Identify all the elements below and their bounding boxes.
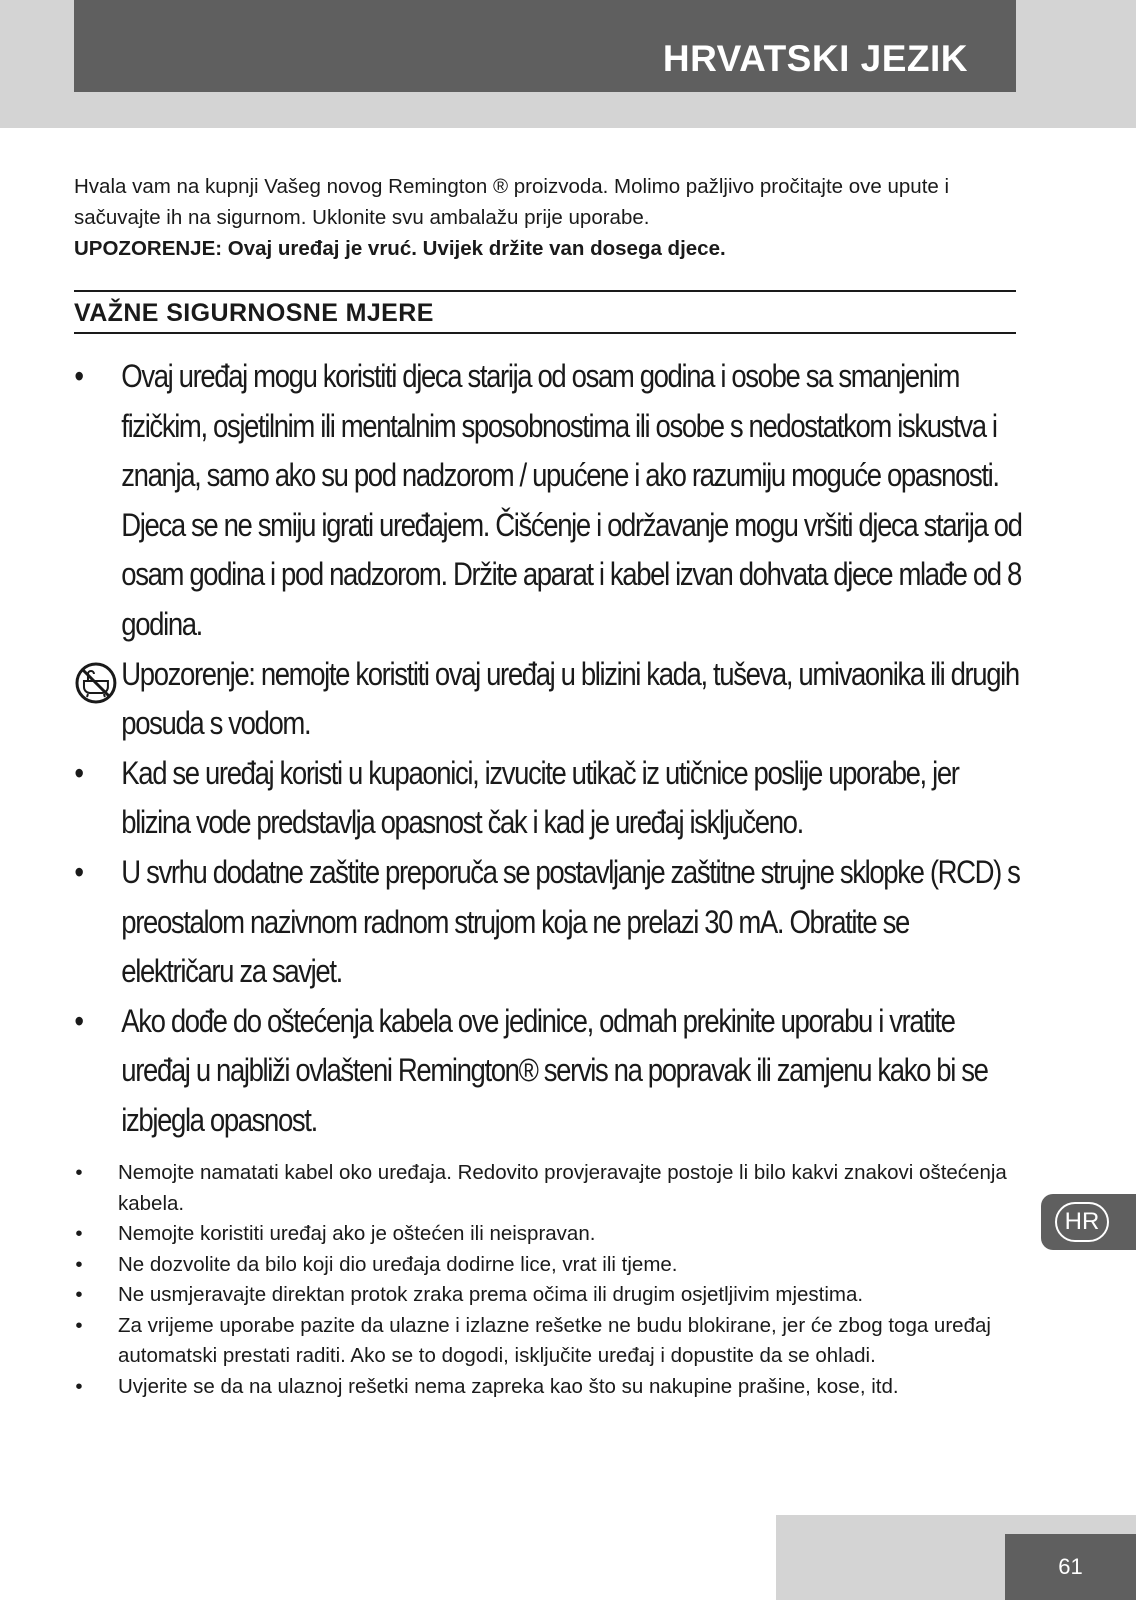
safety-list-small bbox=[74, 1158, 1014, 1402]
page-number: 61 bbox=[1058, 1554, 1083, 1579]
language-badge: HR bbox=[1055, 1202, 1109, 1242]
list-item bbox=[74, 1280, 1014, 1311]
list-item-text: Ovaj uređaj mogu koristiti djeca starija od osam godina i osobe sa smanjenim fizičkim, osjetilnim ili mentalnim sposobnostima ili osobe s nedostatkom iskustva i znanja, samo ako su pod nadzorom / upućene i ako razumiju moguće opasnosti. Djeca se ne smiju igrati uređajem. Čišćenje i održavanje mogu vršiti djeca starija od osam godina i pod nadzorom. Držite aparat i kabel izvan dohvata djece mlađe od 8 godina. bbox=[121, 358, 1022, 642]
language-tab bbox=[1041, 1194, 1136, 1250]
intro-block bbox=[74, 171, 1034, 264]
page-title: HRVATSKI JEZIK bbox=[662, 38, 968, 79]
list-item-text: Nemojte namatati kabel oko uređaja. Redovito provjeravajte postoje li bilo kakvi znakovi oštećenja kabela. bbox=[118, 1161, 1007, 1215]
intro-text: Hvala vam na kupnji Vašeg novog Remington ® proizvoda. Molimo pažljivo pročitajte ove upute i sačuvajte ih na sigurnom. Uklonite svu ambalažu prije uporabe. bbox=[74, 175, 950, 229]
list-item-text: U svrhu dodatne zaštite preporuča se postavljanje zaštitne strujne sklopke (RCD) s preostalom nazivnom radnom strujom koja ne prelazi 30 mA. Obratite se električaru za savjet. bbox=[121, 853, 1020, 990]
bullet: • bbox=[75, 1222, 83, 1245]
list-item-text: Za vrijeme uporabe pazite da ulazne i izlazne rešetke ne budu blokirane, jer će zbog toga uređaj automatski prestati raditi. Ako se to dogodi, isključite uređaj i dopustite da se ohladi. bbox=[118, 1313, 991, 1367]
list-item bbox=[74, 749, 1024, 848]
list-item bbox=[74, 1219, 1014, 1250]
no-water-icon bbox=[74, 661, 118, 705]
bullet: • bbox=[75, 1161, 83, 1184]
bullet: • bbox=[74, 1002, 84, 1039]
section-heading-rule bbox=[74, 290, 1016, 334]
list-item-text: Ako dođe do oštećenja kabela ove jedinice, odmah prekinite uporabu i vratite uređaj u najbliži ovlašteni Remington® servis na popravak ili zamjenu kako bi se izbjegla opasnost. bbox=[121, 1002, 988, 1138]
bullet: • bbox=[74, 358, 84, 394]
section-heading: VAŽNE SIGURNOSNE MJERE bbox=[74, 299, 434, 327]
list-item bbox=[74, 1311, 1014, 1372]
page-number-box bbox=[1005, 1534, 1136, 1600]
bullet: • bbox=[74, 754, 84, 791]
safety-list-large bbox=[74, 352, 1032, 1146]
list-item bbox=[74, 997, 1024, 1146]
list-item-text: Kad se uređaj koristi u kupaonici, izvucite utikač iz utičnice poslije uporabe, jer blizina vode predstavlja opasnost čak i kad je uređaj isključeno. bbox=[121, 754, 959, 841]
list-item bbox=[74, 352, 1024, 650]
bullet: • bbox=[74, 853, 84, 890]
list-item-text: Ne dozvolite da bilo koji dio uređaja dodirne lice, vrat ili tjeme. bbox=[118, 1252, 678, 1276]
list-item bbox=[74, 1158, 1014, 1219]
bullet: • bbox=[75, 1252, 83, 1276]
list-item bbox=[74, 848, 1024, 997]
bullet: • bbox=[75, 1374, 83, 1398]
title-bar bbox=[74, 0, 1016, 92]
list-item-text: Upozorenje: nemojte koristiti ovaj uređaj u blizini kada, tuševa, umivaonika ili drugih posuda s vodom. bbox=[121, 655, 1019, 742]
intro-warning: UPOZORENJE: Ovaj uređaj je vruć. Uvijek držite van dosega djece. bbox=[74, 237, 726, 260]
list-item bbox=[74, 1372, 1014, 1403]
bullet: • bbox=[75, 1313, 83, 1337]
list-item bbox=[74, 650, 1024, 749]
bullet: • bbox=[75, 1283, 83, 1306]
list-item-text: Uvjerite se da na ulaznoj rešetki nema zapreka kao što su nakupine prašine, kose, itd. bbox=[118, 1374, 899, 1398]
list-item-text: Nemojte koristiti uređaj ako je oštećen ili neispravan. bbox=[118, 1222, 596, 1245]
list-item-text: Ne usmjeravajte direktan protok zraka prema očima ili drugim osjetljivim mjestima. bbox=[118, 1283, 864, 1306]
list-item bbox=[74, 1250, 1014, 1281]
